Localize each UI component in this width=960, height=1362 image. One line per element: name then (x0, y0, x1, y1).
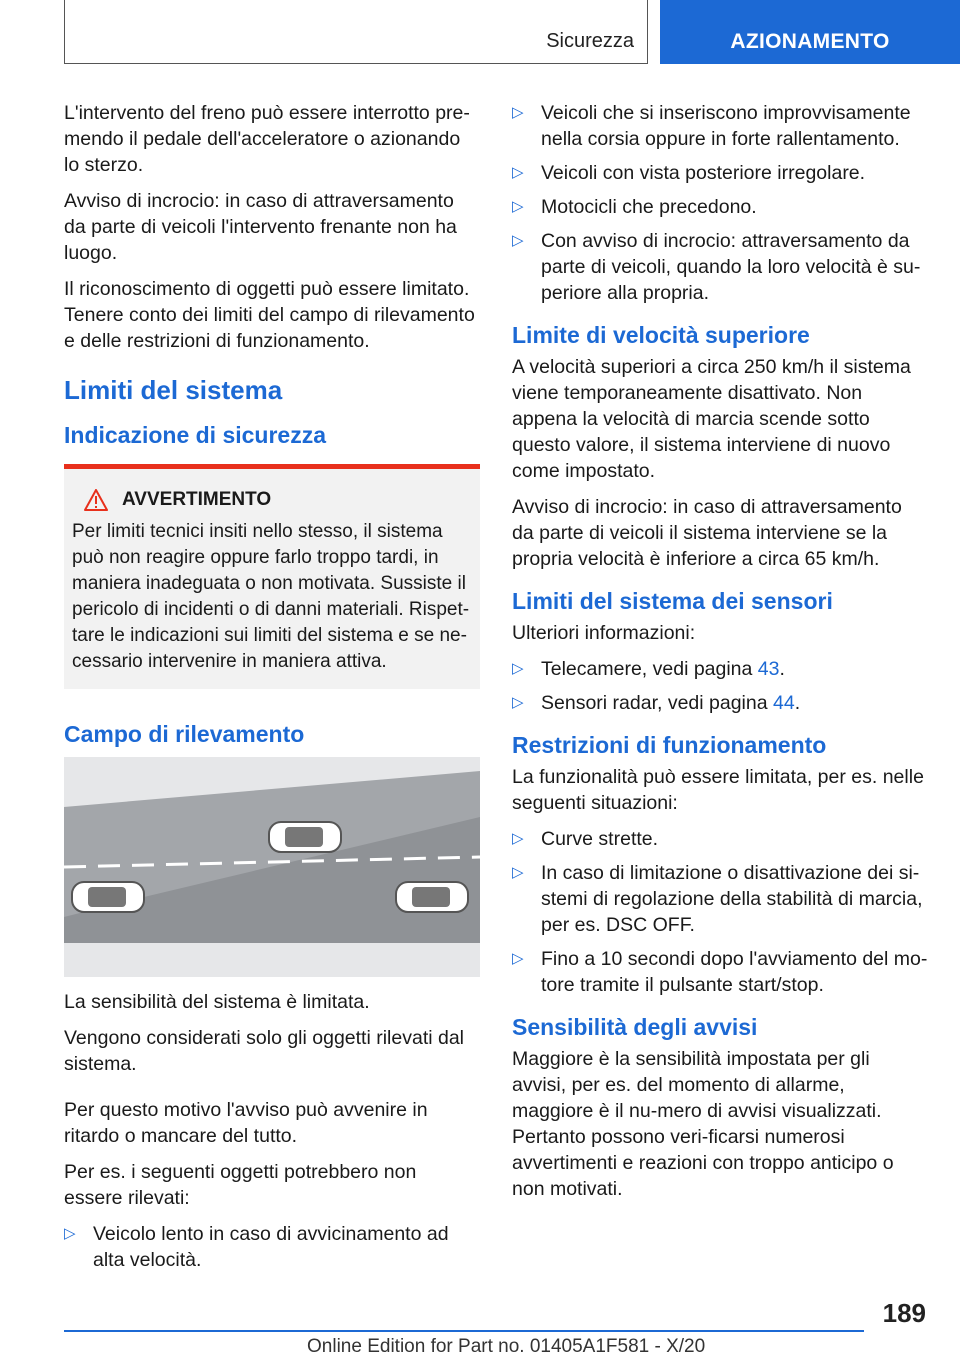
header-chapter-tab[interactable]: AZIONAMENTO (660, 0, 960, 64)
heading-speed-limit: Limite di velocità superiore (512, 322, 810, 348)
triangle-bullet-icon: ▷ (512, 104, 524, 121)
list-item: ▷ In caso di limitazione o disattivazione dei si-stemi di regolazione della stabilità di marcia, per es. DSC OFF. (512, 862, 923, 936)
paragraph: Maggiore è la sensibilità impostata per gli avvisi, per es. del momento di allarme, maggiore è il nu-mero di avvisi visualizzati. Pertanto possono veri-ficarsi numerosi avvertimenti e reazioni con troppo anticipo o non motivati. (512, 1048, 894, 1200)
warning-box (64, 464, 480, 689)
warning-text: Per limiti tecnici insiti nello stesso, il sistema può non reagire oppure farlo troppo tardi, in maniera inadeguata o non motivata. Sussiste il pericolo di incidenti o di danni materiali. Rispet-tare le indicazioni sui limiti del sistema e se ne-cessario intervenire in maniera attiva. (72, 521, 470, 672)
header-section-label: Sicurezza (546, 30, 634, 52)
list-item: ▷ Veicolo lento in caso di avvicinamento ad alta velocità. (64, 1223, 449, 1271)
list-item: ▷ Telecamere, vedi pagina 43. (512, 658, 785, 680)
paragraph: Ulteriori informazioni: (512, 622, 696, 644)
paragraph: Per es. i seguenti oggetti potrebbero non essere rilevati: (64, 1161, 417, 1209)
right-column (512, 100, 928, 1212)
paragraph: Il riconoscimento di oggetti può essere limitato. Tenere conto dei limiti del campo di rilevamento e delle restrizioni di funzionamento. (64, 278, 475, 352)
footer-edition-text: Online Edition for Part no. 01405A1F581 - X/20 (307, 1336, 706, 1357)
list-item: ▷ Con avviso di incrocio: attraversamento da parte di veicoli, quando la loro velocità è su-periore alla propria. (512, 230, 921, 304)
warning-title-text: AVVERTIMENTO (122, 489, 272, 510)
list-item: ▷ Sensori radar, vedi pagina 44. (512, 692, 801, 714)
car-icon (269, 822, 341, 852)
paragraph: A velocità superiori a circa 250 km/h il sistema viene temporaneamente disattivato. Non appena la velocità di marcia scende sotto questo valore, il sistema interviene di nuovo come impostato. (512, 356, 911, 482)
paragraph: Avviso di incrocio: in caso di attraversamento da parte di veicoli il sistema interviene se la propria velocità è inferiore a circa 65 km/h. (512, 496, 902, 570)
list-item: ▷ Fino a 10 secondi dopo l'avviamento del mo-tore tramite il pulsante start/stop. (512, 948, 928, 996)
bullet-list (512, 656, 928, 716)
triangle-bullet-icon: ▷ (64, 1225, 76, 1242)
paragraph: L'intervento del freno può essere interrotto pre-mendo il pedale dell'acceleratore o azionando lo sterzo. (64, 102, 470, 176)
bullet-list (512, 826, 928, 998)
triangle-bullet-icon: ▷ (512, 232, 524, 249)
car-icon (72, 882, 144, 912)
bullet-list (512, 100, 928, 306)
heading-warning-sensitivity: Sensibilità degli avvisi (512, 1014, 758, 1040)
car-icon (396, 882, 468, 912)
detection-range-illustration (64, 757, 480, 977)
list-item: ▷ Curve strette. (512, 828, 659, 850)
list-item: ▷ Motocicli che precedono. (512, 196, 757, 218)
heading-detection-range: Campo di rilevamento (64, 721, 305, 747)
page-link-43[interactable]: 43 (757, 658, 780, 680)
paragraph: La funzionalità può essere limitata, per es. nelle seguenti situazioni: (512, 766, 924, 814)
left-column (64, 100, 480, 1283)
list-item: ▷ Veicoli che si inseriscono improvvisamente nella corsia oppure in forte rallentamento. (512, 102, 911, 150)
heading-system-limits: Limiti del sistema (64, 375, 283, 405)
page-link-44[interactable]: 44 (772, 692, 795, 714)
heading-safety-note: Indicazione di sicurezza (64, 422, 327, 448)
paragraph: La sensibilità del sistema è limitata. (64, 991, 370, 1013)
paragraph: Avviso di incrocio: in caso di attraversamento da parte di veicoli l'intervento frenante non ha luogo. (64, 190, 457, 264)
triangle-bullet-icon: ▷ (512, 830, 524, 847)
paragraph: Per questo motivo l'avviso può avvenire in ritardo o mancare del tutto. (64, 1099, 428, 1147)
triangle-bullet-icon: ▷ (512, 198, 524, 215)
bullet-list (64, 1221, 480, 1273)
heading-restrictions: Restrizioni di funzionamento (512, 732, 827, 758)
footer-divider (64, 1330, 864, 1332)
paragraph: Vengono considerati solo gli oggetti rilevati dal sistema. (64, 1027, 465, 1075)
page-number: 189 (882, 1298, 926, 1328)
triangle-bullet-icon: ▷ (512, 694, 524, 711)
road-diagram (64, 757, 480, 977)
warning-title (72, 487, 470, 513)
triangle-bullet-icon: ▷ (512, 864, 524, 881)
warning-triangle-icon (84, 489, 108, 511)
triangle-bullet-icon: ▷ (512, 950, 524, 967)
triangle-bullet-icon: ▷ (512, 164, 524, 181)
triangle-bullet-icon: ▷ (512, 660, 524, 677)
list-item: ▷ Veicoli con vista posteriore irregolare. (512, 162, 866, 184)
heading-sensor-limits: Limiti del sistema dei sensori (512, 588, 833, 614)
